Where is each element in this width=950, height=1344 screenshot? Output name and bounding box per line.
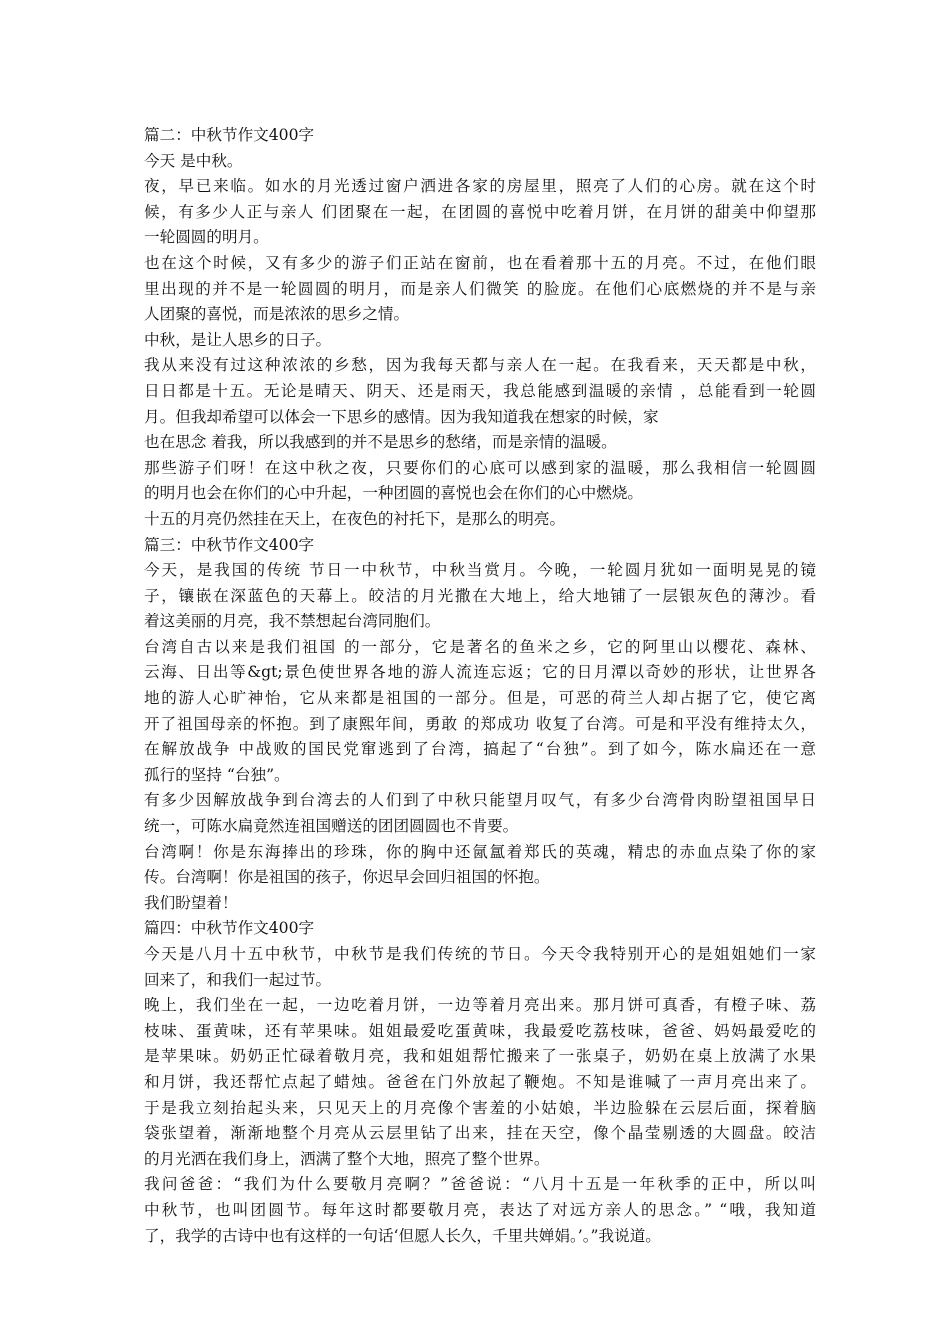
- document-page: [144, 123, 816, 1249]
- text-line: 于是我立刻抬起头来，只见天上的月亮像个害羞的小姑娘，半边脸躲在云层后面，探着脑: [144, 1098, 816, 1117]
- text-line: 袋张望着，渐渐地整个月亮从云层里钻了出来，挂在天空，像个晶莹剔透的大圆盘。皎洁: [144, 1124, 816, 1143]
- text-line: 那些游子们呀！在这中秋之夜，只要你们的心底可以感到家的温暖，那么我相信一轮圆圆: [144, 458, 816, 477]
- text-line: 台湾自古以来是我们祖国 的一部分，它是著名的鱼米之乡，它的阿里山以樱花、森林、: [144, 637, 816, 656]
- text-line: 今天 是中秋。: [144, 151, 243, 170]
- text-line: 我们盼望着！: [144, 893, 238, 912]
- text-line: 的明月也会在你们的心中升起，一种团圆的喜悦也会在你们的心中燃烧。: [144, 484, 644, 503]
- text-line: 篇二：中秋节作文400字: [144, 126, 315, 144]
- text-line: 今天，是我国的传统 节日一中秋节，中秋当赏月。今晚，一轮圆月犹如一面明晃晃的镜: [144, 561, 816, 580]
- text-line: 着这美丽的月亮，我不禁想起台湾同胞们。: [144, 612, 441, 631]
- text-line: 统一，可陈水扁竟然连祖国赠送的团团圆圆也不肯要。: [144, 817, 519, 836]
- text-line: 月。但我却希望可以体会一下思乡的感情。因为我知道我在想家的时候，家: [144, 407, 659, 426]
- text-line: 枝味、蛋黄味，还有苹果味。姐姐最爱吃蛋黄味，我最爱吃荔枝味，爸爸、妈妈最爱吃的: [144, 1021, 816, 1040]
- text-line: 篇三：中秋节作文400字: [144, 535, 315, 554]
- text-line: 了，我学的古诗中也有这样的一句话‘但愿人长久，千里共婵娟。’。”我说道。: [144, 1226, 661, 1245]
- text-line: 人团聚的喜悦，而是浓浓的思乡之情。: [144, 305, 410, 324]
- text-line: 子，镶嵌在深蓝色的天幕上。皎洁的月光撒在大地上，给大地铺了一层银灰色的薄沙。看: [144, 586, 816, 605]
- text-line: 里出现的并不是一轮圆圆的明月，而是亲人们微笑 的脸庞。在他们心底燃烧的并不是与亲: [144, 279, 816, 298]
- text-line: 有多少因解放战争到台湾去的人们到了中秋只能望月叹气，有多少台湾骨肉盼望祖国早日: [144, 791, 816, 810]
- text-line: 开了祖国母亲的怀抱。到了康熙年间，勇敢 的郑成功 收复了台湾。可是和平没有维持太久，: [144, 714, 816, 733]
- text-line: 篇四：中秋节作文400字: [144, 919, 315, 938]
- text-line: 我从来没有过这种浓浓的乡愁，因为我每天都与亲人在一起。在我看来，天天都是中秋，: [144, 356, 816, 375]
- text-line: 今天是八月十五中秋节，中秋节是我们传统的节日。今天令我特别开心的是姐姐她们一家: [144, 945, 816, 963]
- text-line: 台湾啊！你是东海捧出的珍珠，你的胸中还氤氲着郑氏的英魂，精忠的赤血点染了你的家: [144, 842, 816, 861]
- text-line: 的月光洒在我们身上，洒满了整个大地，照亮了整个世界。: [144, 1149, 550, 1168]
- text-line: 晚上，我们坐在一起，一边吃着月饼，一边等着月亮出来。那月饼可真香，有橙子味、荔: [144, 996, 816, 1015]
- text-line: 一轮圆圆的明月。: [144, 228, 269, 247]
- text-line: 中秋节，也叫团圆节。每年这时都要敬月亮，表达了对远方亲人的思念。” “哦，我知道: [144, 1200, 816, 1219]
- text-line: 传。台湾啊！你是祖国的孩子，你迟早会回归祖国的怀抱。: [144, 868, 550, 887]
- text-line: 也在思念 着我，所以我感到的并不是思乡的愁绪，而是亲情的温暖。: [144, 433, 617, 452]
- text-line: 日日都是十五。无论是晴天、阴天、还是雨天，我总能感到温暖的亲情 ，总能看到一轮圆: [144, 381, 816, 400]
- text-line: 也在这个时候，又有多少的游子们正站在窗前，也在看着那十五的月亮。不过，在他们眼: [144, 253, 816, 272]
- text-line: 夜，早已来临。如水的月光透过窗户洒进各家的房屋里，照亮了人们的心房。就在这个时: [144, 177, 816, 196]
- text-line: 地的游人心旷神怡，它从来都是祖国的一部分。但是，可恶的荷兰人却占据了它，使它离: [144, 689, 816, 708]
- text-line: 云海、日出等&gt;景色使世界各地的游人流连忘返；它的日月潭以奇妙的形状，让世界各: [144, 663, 816, 682]
- text-line: 回来了，和我们一起过节。: [144, 970, 332, 989]
- text-line: 中秋，是让人思乡的日子。: [144, 330, 332, 349]
- text-line: 我问爸爸：“我们为什么要敬月亮啊？”爸爸说：“八月十五是一年秋季的正中，所以叫: [144, 1175, 816, 1194]
- text-line: 在解放战争 中战败的国民党窜逃到了台湾，搞起了“台独”。到了如今，陈水扁还在一意: [144, 740, 816, 759]
- text-line: 和月饼，我还帮忙点起了蜡烛。爸爸在门外放起了鞭炮。不知是谁喊了一声月亮出来了。: [144, 1072, 816, 1091]
- text-line: 孤行的坚持 “台独”。: [144, 765, 290, 784]
- text-line: 候，有多少人正与亲人 们团聚在一起，在团圆的喜悦中吃着月饼，在月饼的甜美中仰望那: [144, 202, 816, 221]
- text-line: 是苹果味。奶奶正忙碌着敬月亮，我和姐姐帮忙搬来了一张桌子，奶奶在桌上放满了水果: [144, 1047, 816, 1066]
- text-line: 十五的月亮仍然挂在天上，在夜色的衬托下，是那么的明亮。: [144, 509, 566, 528]
